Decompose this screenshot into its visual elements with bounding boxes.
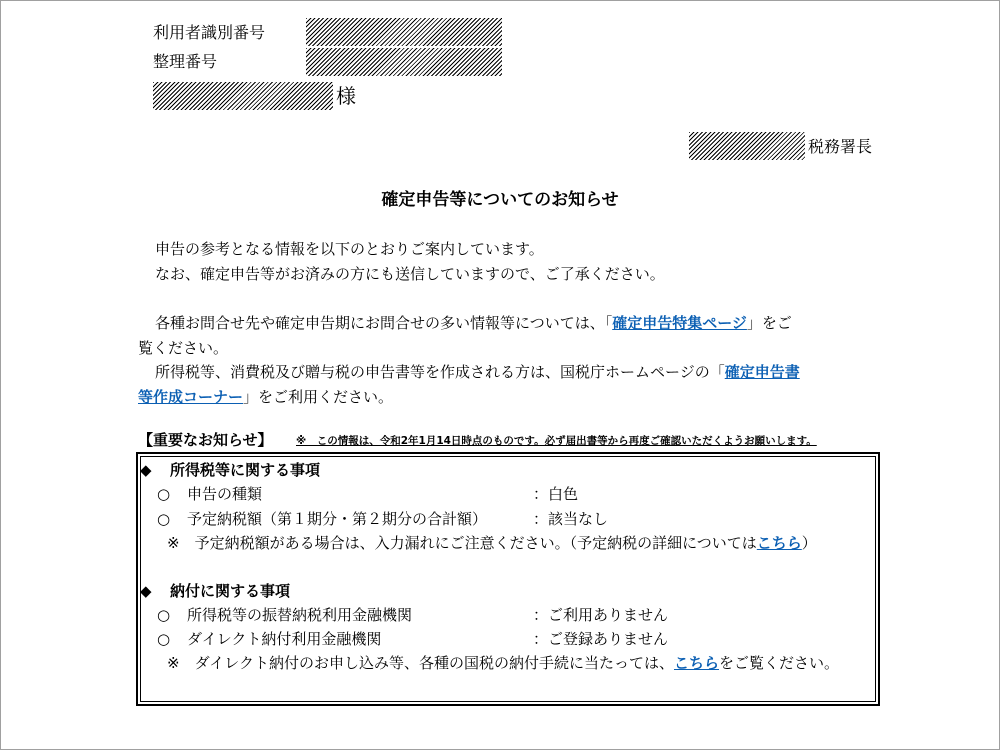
redacted-name (153, 82, 333, 110)
intro-line-1: 申告の参考となる情報を以下のとおりご案内しています。 (155, 240, 544, 258)
para1-line-1 (155, 311, 792, 335)
income-item-prepay-label: 予定納税額（第１期分・第２期分の合計額） (187, 510, 488, 528)
para2-text-before: 所得税等、消費税及び贈与税の申告書等を作成される方は、国税庁ホームページの「 (155, 363, 725, 381)
sakusei-corner-link-part1[interactable]: 確定申告書 (724, 363, 800, 381)
payment-item-direct-value: ：ご登録ありません (533, 630, 669, 648)
income-item-prepay (157, 508, 487, 530)
income-item-kind (157, 483, 262, 505)
payment-item-direct-label: ダイレクト納付利用金融機関 (187, 630, 382, 648)
payment-note (167, 652, 839, 674)
circle-icon: ○ (157, 606, 171, 624)
prepay-details-link[interactable]: こちら (756, 534, 802, 552)
page-title: 確定申告等についてのお知らせ (381, 190, 619, 210)
circle-icon: ○ (157, 485, 171, 503)
payment-note-text: ※ ダイレクト納付のお申し込み等、各種の国税の納付手続に当たっては、 (167, 654, 674, 672)
redacted-ref-number (306, 48, 502, 76)
payment-item-direct (157, 628, 381, 650)
intro-line-2: なお、確定申告等がお済みの方にも送信していますので、ご了承ください。 (155, 265, 665, 283)
income-item-kind-value: ：白色 (533, 485, 579, 503)
payment-procedure-link[interactable]: こちら (673, 654, 719, 672)
payment-item-transfer-value: ：ご利用ありません (533, 606, 669, 624)
payment-item-transfer (157, 604, 412, 626)
income-note (167, 532, 817, 554)
circle-icon: ○ (157, 510, 171, 528)
income-note-close: ） (801, 534, 817, 552)
sakusei-corner-link-part2[interactable]: 等作成コーナー (138, 388, 244, 406)
payment-section-heading (140, 580, 290, 602)
tokushu-page-link[interactable]: 確定申告特集ページ (612, 314, 747, 332)
income-heading-text: 所得税等に関する事項 (170, 461, 321, 479)
circle-icon: ○ (157, 630, 171, 648)
addressee-suffix: 様 (336, 84, 356, 108)
para1-line-2: 覧ください。 (138, 339, 229, 357)
para2-line-2 (138, 385, 393, 409)
para2-line-1 (155, 360, 800, 384)
income-section-heading (140, 459, 320, 481)
important-note: ※ この情報は、令和2年1月14日時点のものです。必ず届出書等から再度ご確認いただくようお願いします。 (296, 435, 817, 447)
redacted-user-id (306, 18, 502, 46)
important-heading: 【重要なお知らせ】 (138, 431, 273, 449)
diamond-icon: ◆ (140, 461, 152, 479)
user-id-label: 利用者識別番号 (153, 23, 266, 42)
redacted-office (689, 132, 805, 160)
ref-number-label: 整理番号 (153, 52, 218, 71)
diamond-icon: ◆ (140, 582, 152, 600)
payment-heading-text: 納付に関する事項 (170, 582, 291, 600)
payment-note-after: をご覧ください。 (719, 654, 840, 672)
para1-text-before: 各種お問合せ先や確定申告期にお問合せの多い情報等については、「 (155, 314, 613, 332)
income-note-text: ※ 予定納税額がある場合は、入力漏れにご注意ください。（予定納税の詳細については (167, 534, 757, 552)
income-item-prepay-value: ：該当なし (533, 510, 609, 528)
payment-item-transfer-label: 所得税等の振替納税利用金融機関 (187, 606, 413, 624)
office-suffix: 税務署長 (808, 137, 873, 156)
para1-text-after: 」をご (746, 314, 792, 332)
para2-text-after: 」をご利用ください。 (243, 388, 394, 406)
income-item-kind-label: 申告の種類 (187, 485, 263, 503)
